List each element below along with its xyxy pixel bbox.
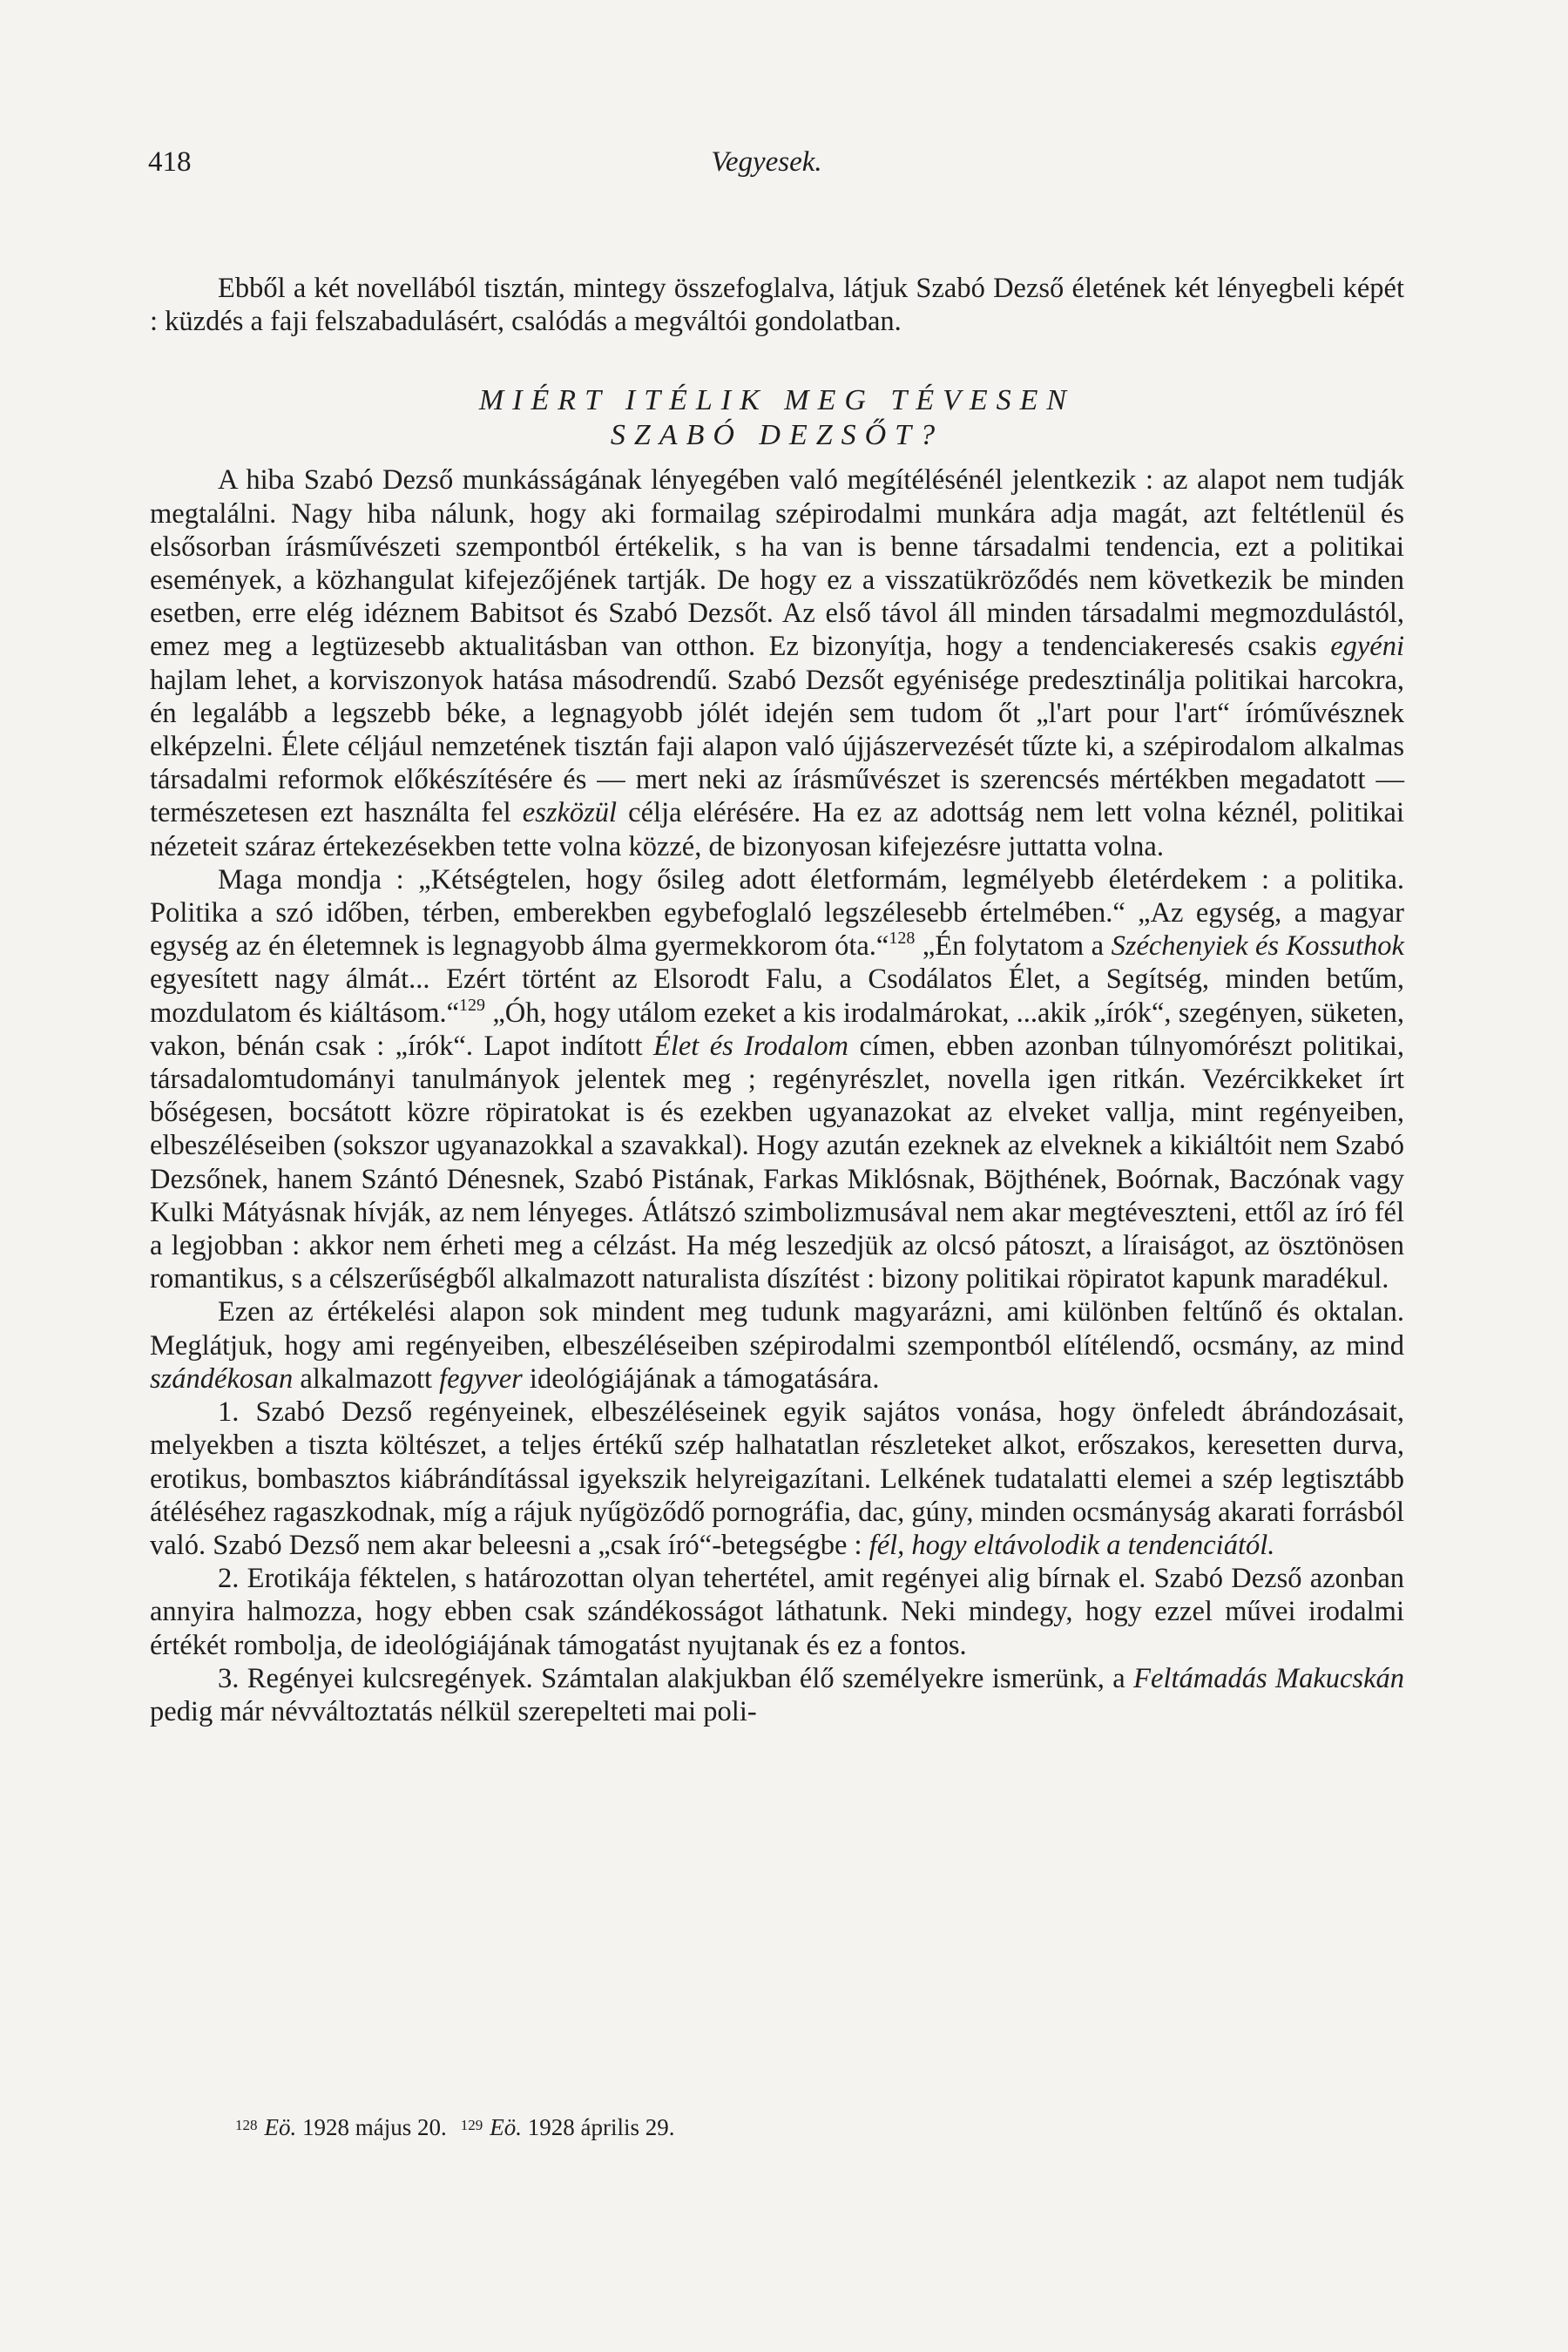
text-run: hajlam lehet, a korviszonyok hatása másodrendű. Szabó Dezsőt egyénisége predesztinálja politikai harcokra, én legalább a legszebb béke, a legnagyobb jólét idején sem tudom őt „l'art pour l'art“ íróművésznek elképzelni. Élete céljául nemzetének tisztán faji alapon való újjászervezését tűzte ki, a szépirodalom alkalmas társadalmi reformok előkészítésére és — mert neki az írásművészet is szerencsés mértékben megadatott — természetesen ezt használta fel [150,664,1404,829]
paragraph-5: 2. Erotikája féktelen, s határozottan olyan tehertétel, amit regényei alig bírnak el. Szabó Dezső azonban annyira halmozza, hogy ebben csak szándékosságot láthatunk. Neki mindegy, hogy ezzel művei irodalmi értékét rombolja, de ideológiájának támogatást nyujtanak és ez a fontos. [150,1563,1404,1661]
page-body [150,272,1404,1728]
footnote-number: 128 [235,2117,258,2133]
italic-run: Feltámadás Makucskán [1133,1662,1404,1694]
italic-run: fél, hogy eltávolodik a tendenciától. [868,1529,1275,1561]
footnote-ref-128: 128 [889,929,916,949]
text-run: célja elérésére. Ha ez az adottság nem lett volna kéznél, politikai nézeteit száraz értekezésekben tette volna közzé, de bizonyosan kifejezésre juttatta volna. [150,797,1404,862]
section-title-line-1: MIÉRT ITÉLIK MEG TÉVESEN [478,384,1076,417]
section-title [150,383,1404,453]
text-run: „Én folytatom a [915,930,1112,963]
intro-paragraph: Ebből a két novellából tisztán, mintegy összefoglalva, látjuk Szabó Dezső életének két lényegbeli képét : küzdés a faji felszabadulásért, csalódás a megváltói gondolatban. [150,273,1404,338]
footnote-ref-129: 129 [459,995,486,1015]
text-run: A hiba Szabó Dezső munkásságának lényegében való megítélésénél jelentkezik : az alapot nem tudják megtalálni. Nagy hiba nálunk, hogy aki formailag szépirodalmi munkára adja magát, azt feltétlenül és elsősorban írásművészeti szempontból értékelik, s ha van is benne társadalmi tendencia, ezt a politikai események, a közhangulat kifejezőjének tartják. De hogy ez a visszatükröződés nem következik be minden esetben, erre elég idéznem Babitsot és Szabó Dezsőt. Az első távol áll minden társadalmi megmozdulástól, emez meg a legtüzesebb aktualitásban van otthon. Ez bizonyítja, hogy a tendenciakeresés csakis [150,464,1404,663]
footnote-128 [235,2114,447,2140]
italic-run: egyéni [1330,631,1404,663]
text-run: 3. Regényei kulcsregények. Számtalan alakjukban élő személyekre ismerünk, a [218,1662,1134,1694]
paragraph-3 [150,1295,1404,1396]
text-run: pedig már névváltoztatás nélkül szerepelteti mai poli- [150,1695,757,1727]
italic-run: szándékosan [150,1362,294,1395]
text-run: egyesített nagy álmát... Ezért történt az Elsorodt Falu, a Csodálatos Élet, a Segítség, minden betűm, mozdulatom és kiáltásom.“ [150,963,1404,1029]
italic-run: fegyver [439,1362,523,1395]
text-run: „Óh, hogy utálom ezeket a kis irodalmárokat, ...akik „írók“, szegényen, süketen, vakon, bénán csak : „írók“. Lapot indított [150,997,1404,1062]
text-run: alkalmazott [293,1362,440,1395]
text-run: Maga mondja : „Kétségtelen, hogy ősileg adott életformám, legmélyebb életérdekem : a politika. Politika a szó időben, térben, emberekben egybefoglaló legszélesebb értelmében.“ „Az egység, a magyar egység az én életemnek is legnagyobb álma gyermekkorom óta.“ [150,863,1404,963]
text-run: címen, ebben azonban túlnyomórészt politikai, társadalomtudományi tanulmányok jelentek meg ; regényrészlet, novella igen ritkán. Vezércikkeket írt bőségesen, bocsátott közre röpiratokat is és ezekben ugyanazokat az elveket vallja, mint regényeiben, elbeszéléseiben (sokszor ugyanazokkal a szavakkal). Hogy azután ezeknek az elveknek a kikiáltóit nem Szabó Dezsőnek, hanem Szántó Dénesnek, Szabó Pistának, Farkas Miklósnak, Böjthének, Boórnak, Baczónak vagy Kulki Mátyásnak hívják, az nem lényeges. Átlátszó szimbolizmusával nem akar megtéveszteni, ettől az író fél a legjobban : akkor nem érheti meg a célzást. Ha még leszedjük az olcsó pátoszt, a líraiságot, az ösztönösen romantikus, s a célszerűségből alkalmazott naturalista díszítést : bizony politikai röpiratot kapunk maradékul. [150,1030,1404,1295]
footnote-text: 1928 április 29. [522,2114,675,2140]
page-header [148,146,1385,190]
italic-run: Élet és Irodalom [652,1030,849,1062]
running-title: Vegyesek. [711,146,822,178]
footnote-129 [461,2114,675,2140]
footnote-source: Eö. [264,2114,297,2140]
footnote-text: 1928 május 20. [296,2114,447,2140]
page-number: 418 [148,146,192,178]
paragraph-6 [150,1662,1404,1728]
footnote-source: Eö. [490,2114,522,2140]
paragraph-4 [150,1396,1404,1562]
footnotes [235,2112,1368,2141]
section-title-line-2: SZABÓ DEZSŐT? [610,419,944,452]
italic-run: eszközül [522,797,618,829]
text-run: ideológiájának a támogatására. [522,1362,880,1395]
text-run: 1. Szabó Dezső regényeinek, elbeszéléseinek egyik sajátos vonása, hogy önfeledt ábrándozásait, melyekben a tiszta költészet, a teljes értékű szép halhatatlan részleteket alkot, erőszakos, keresetten durva, erotikus, bombasztos kiábrándítással igyekszik helyreigazítani. Lelkének tudatalatti elemei a szép legtisztább átéléséhez ragaszkodnak, míg a rájuk nyűgöződő pornográfia, dac, gúny, minden ocsmányság akarati forrásból való. Szabó Dezső nem akar beleesni a „csak író“-betegségbe : [150,1396,1405,1561]
text-run: Ezen az értékelési alapon sok mindent meg tudunk magyarázni, ami különben feltűnő és oktalan. Meglátjuk, hogy ami regényeiben, elbeszéléseiben szépirodalmi szempontból elítélendő, ocsmány, az mind [150,1296,1404,1362]
italic-run: Széchenyiek és Kossuthok [1111,930,1404,963]
footnote-number: 129 [460,2117,483,2133]
paragraph-1 [150,463,1404,862]
paragraph-2 [150,863,1404,1296]
